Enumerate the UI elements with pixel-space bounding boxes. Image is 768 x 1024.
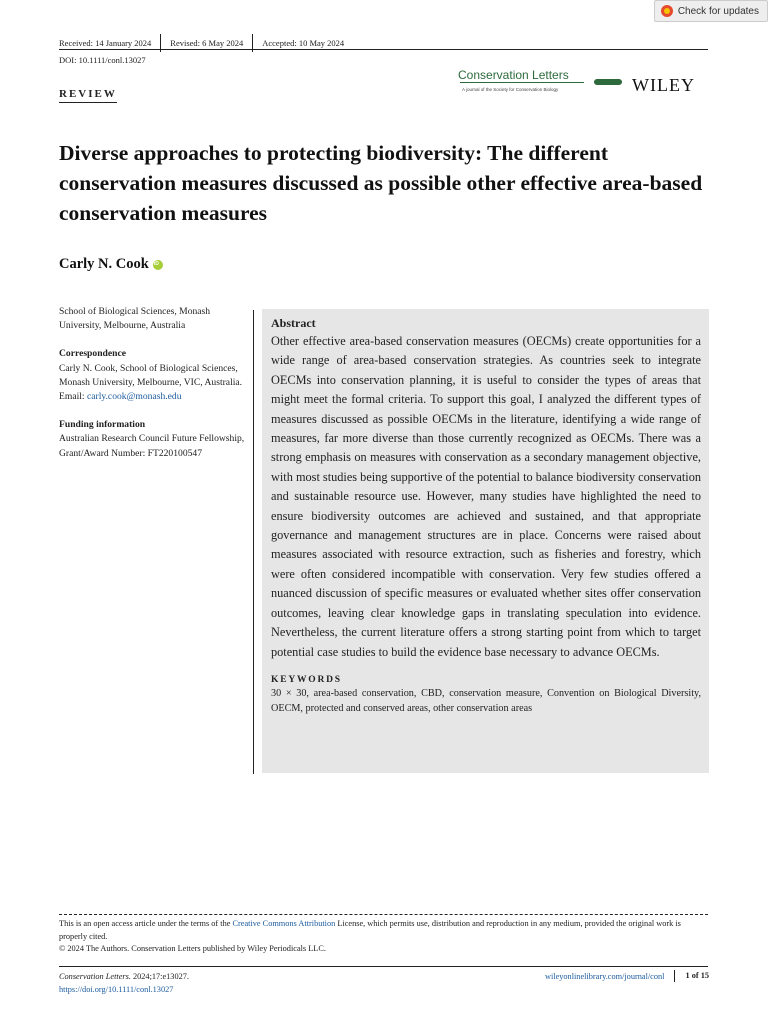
- license-post: License, which permits use, distribution and reproduction in any medium, provided the original work is properly cited.: [59, 919, 681, 941]
- funding-label: Funding information: [59, 419, 146, 431]
- footer-dashed-rule: [59, 914, 708, 915]
- citation-details: 2024;17:e13027.: [130, 972, 189, 981]
- affiliation: School of Biological Sciences, Monash University, Melbourne, Australia: [59, 306, 211, 332]
- section-label: REVIEW: [59, 88, 117, 103]
- article-info-column: [59, 305, 245, 475]
- orcid-icon[interactable]: [153, 260, 163, 270]
- license-notice: [59, 918, 709, 956]
- article-doi: DOI: 10.1111/conl.13027: [59, 55, 146, 65]
- publisher-logo: WILEY: [632, 75, 695, 95]
- open-access-badge-icon: [594, 79, 622, 85]
- abstract-text: Other effective area-based conservation measures (OECMs) create opportunities for a wide range of area-based conservation strategies. As countries seek to integrate OECMs into conservation planning, it is useful to consider the types of areas that might meet the formal criteria. To support this goal, I analyzed the different types of measures discussed as possible OECMs in the literature, identifying a wide range of measures, far more diverse than those currently recognized as OECMs. There was a strong emphasis on measures with conservation as a secondary management objective, with most studies being supportive of the potential to balance biodiversity conservation and sustainable resource use. However, many studies have highlighted the need to ensure biodiversity outcomes are achieved and sustained, and that appropriate governance and management structures are in place. Concerns were raised about measures associated with resource extraction, such as fisheries and forestry, which were often considered incompatible with conservation. Very few studies offered a nuanced discussion of specific measures or evaluated whether sites offer conservation outcomes, leaving clear knowledge gaps in translating speculation into evidence. Nevertheless, the current literature offers a strong starting point from which to target potential case studies to build the evidence base necessary to advance OECMs.: [271, 334, 701, 659]
- logo-underline: [460, 82, 584, 83]
- journal-name: Conservation Letters: [458, 68, 569, 82]
- citation-journal: Conservation Letters.: [59, 972, 131, 981]
- article-title: Diverse approaches to protecting biodiversity: The different conservation measures discussed as possible other effective area-based conservation measures: [59, 141, 703, 225]
- revised-date: Revised: 6 May 2024: [160, 34, 252, 52]
- cc-license-link[interactable]: Creative Commons Attribution: [232, 919, 336, 928]
- footer-right: [545, 970, 709, 982]
- abstract-box: [262, 309, 709, 773]
- correspondence-label: Correspondence: [59, 348, 126, 360]
- correspondence-text: Carly N. Cook, School of Biological Sciences, Monash University, Melbourne, VIC, Australia.: [59, 362, 243, 388]
- crossmark-icon: [661, 5, 673, 17]
- funding-text: Australian Research Council Future Fellowship, Grant/Award Number: FT220100547: [59, 433, 245, 459]
- keywords-text: 30 × 30, area-based conservation, CBD, conservation measure, Convention on Biological Diversity, OECM, protected and conserved areas, other conservation areas: [271, 687, 701, 714]
- column-divider: [253, 310, 254, 774]
- footer-rule: [59, 966, 708, 967]
- journal-logo[interactable]: [458, 68, 708, 98]
- header-rule: [59, 49, 708, 50]
- check-for-updates-button[interactable]: [654, 0, 768, 22]
- license-text: [59, 918, 709, 943]
- email-link[interactable]: carly.cook@monash.edu: [86, 391, 182, 403]
- keywords-heading: KEYWORDS: [271, 674, 342, 685]
- accepted-date: Accepted: 10 May 2024: [252, 34, 353, 52]
- funding-block: [59, 418, 245, 461]
- check-for-updates-label: Check for updates: [677, 5, 759, 17]
- journal-subtitle: A journal of the Society for Conservation Biology: [462, 87, 559, 92]
- copyright: © 2024 The Authors. Conservation Letters published by Wiley Periodicals LLC.: [59, 944, 326, 954]
- doi-link[interactable]: https://doi.org/10.1111/conl.13027: [59, 985, 174, 994]
- journal-site-link[interactable]: wileyonlinelibrary.com/journal/conl: [544, 971, 665, 981]
- received-date: Received: 14 January 2024: [59, 38, 152, 48]
- correspondence-block: [59, 347, 245, 404]
- author-line: [59, 256, 163, 273]
- abstract-heading: Abstract: [271, 316, 316, 330]
- page-number: 1 of 15: [674, 970, 709, 982]
- citation: [59, 970, 189, 996]
- license-pre: This is an open access article under the terms of the: [59, 919, 233, 928]
- author-name: Carly N. Cook: [59, 256, 149, 272]
- email-label: Email:: [59, 391, 87, 403]
